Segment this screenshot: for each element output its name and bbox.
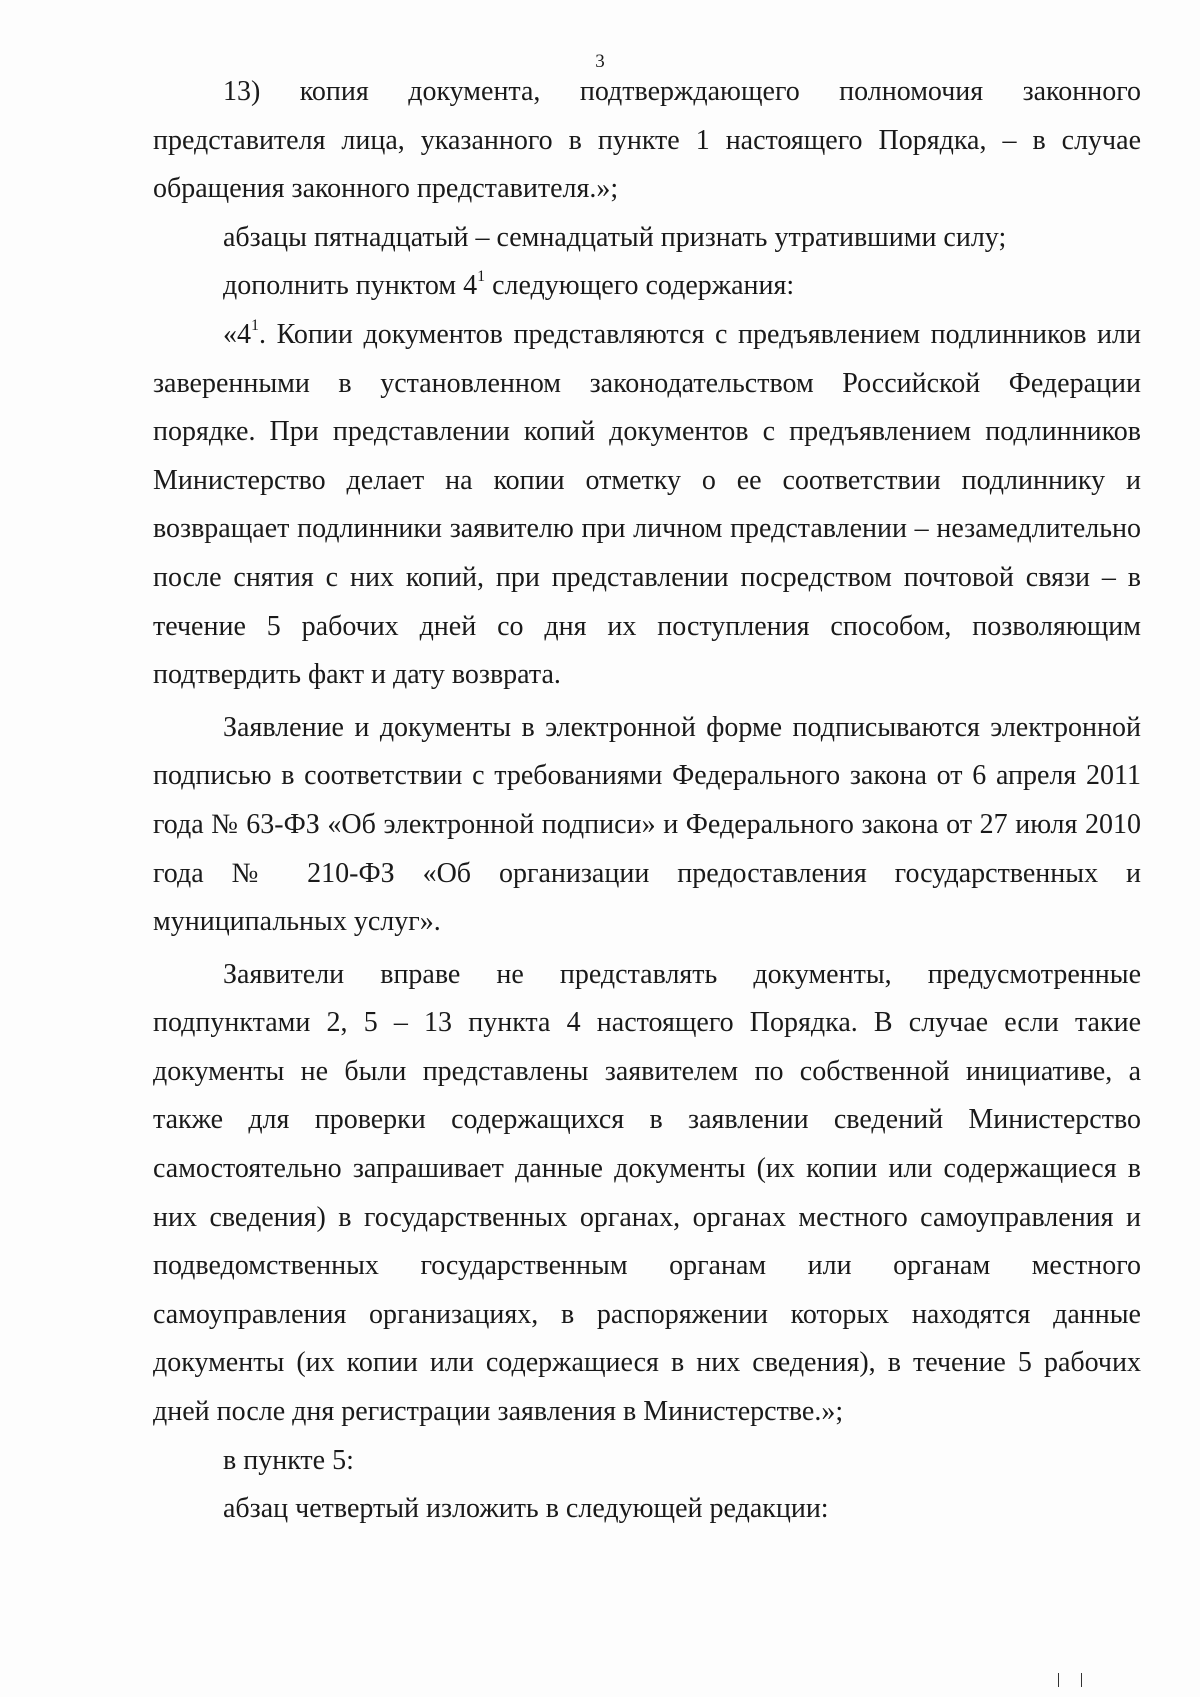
superscript-1: 1 (251, 316, 259, 334)
paragraph-dopolnit-text-end: следующего содержания: (485, 270, 795, 302)
paragraph-abzac-chetvertyj: абзац четвертый изложить в следующей редакции: (223, 1493, 829, 1525)
paragraph-dopolnit-text-start: дополнить пунктом 4 (223, 270, 478, 302)
page-number: 3 (595, 51, 605, 72)
superscript-1: 1 (477, 268, 486, 286)
paragraph-dopolnit-punktom (153, 262, 1141, 311)
paragraph-point-4-1-text: . Копии документов представляются с предъявлением подлинников или заверенными в установленном законодательством Российской Федерации порядке. При представлении копий документов с предъявлением подлинников Министерство делает на копии отметку о ее соответствии подлиннику и возвращает подлинники заявителю при личном представлении – незамедлительно после снятия с них копий, при представлении посредством почтовой связи – в течение 5 рабочих дней со дня их поступления способом, позволяющим подтвердить факт и дату возврата. (153, 318, 1141, 691)
document-body (153, 68, 1141, 1534)
paragraph-point-4-1-start: «4 (223, 318, 251, 350)
paragraph-abzacy-utrativshimi: абзацы пятнадцатый – семнадцатый признать утратившими силу; (223, 221, 1007, 253)
paragraph-item-13: 13) копия документа, подтверждающего полномочия законного представителя лица, указанного в пункте 1 настоящего Порядка, – в случае обращения законного представителя.»; (153, 76, 1141, 205)
paragraph-electronic-signature: Заявление и документы в электронной форме подписываются электронной подписью в соответствии с требованиями Федерального закона от 6 апреля 2011 года № 63-ФЗ «Об электронной подписи» и Федерального закона от 27 июля 2010 года № 210-ФЗ «Об организации предоставления государственных и муниципальных услуг». (153, 711, 1141, 938)
paragraph-applicants-rights: Заявители вправе не представлять документы, предусмотренные подпунктами 2, 5 – 13 пункта 4 настоящего Порядка. В случае если такие документы не были представлены заявителем по собственной инициативе, а также для проверки содержащихся в заявлении сведений Министерство самостоятельно запрашивает данные документы (их копии или содержащиеся в них сведения) в государственных органах, органах местного самоуправления и подведомственных государственным органам или органам местного самоуправления организациях, в распоряжении которых находятся данные документы (их копии или содержащиеся в них сведения), в течение 5 рабочих дней после дня регистрации заявления в Министерстве.»; (153, 958, 1141, 1428)
scan-edge-mark (1058, 1673, 1082, 1687)
paragraph-point-4-1 (153, 311, 1141, 700)
paragraph-v-punkte-5: в пункте 5: (223, 1444, 354, 1476)
